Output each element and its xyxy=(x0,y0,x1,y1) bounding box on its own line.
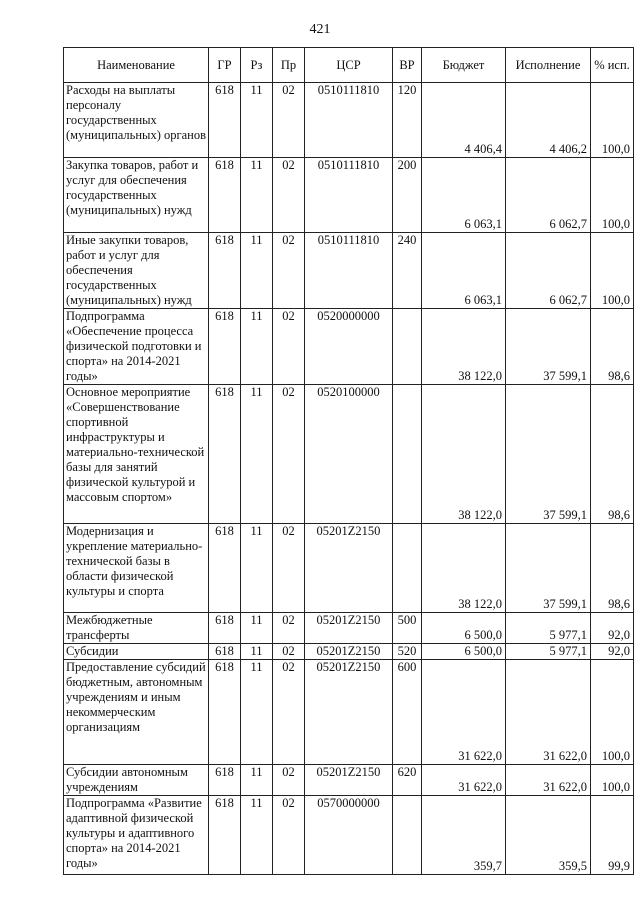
row-budget: 38 122,0 xyxy=(422,385,506,524)
row-pct: 92,0 xyxy=(591,644,634,660)
row-pct: 100,0 xyxy=(591,158,634,233)
table-row xyxy=(64,524,634,613)
row-exec: 37 599,1 xyxy=(506,309,591,385)
row-pr: 02 xyxy=(273,613,305,644)
header-row xyxy=(64,48,634,83)
row-rz: 11 xyxy=(241,83,273,158)
row-rz: 11 xyxy=(241,309,273,385)
row-name: Предоставление субсидий бюджетным, автономным учреждениям и иным некоммерческим организациям xyxy=(64,660,209,765)
table-row xyxy=(64,765,634,796)
row-gr: 618 xyxy=(209,644,241,660)
header-gr: ГР xyxy=(209,48,241,83)
row-pr: 02 xyxy=(273,765,305,796)
row-exec: 31 622,0 xyxy=(506,765,591,796)
row-pr: 02 xyxy=(273,83,305,158)
header-csr: ЦСР xyxy=(305,48,393,83)
row-pct: 98,6 xyxy=(591,385,634,524)
row-pct: 100,0 xyxy=(591,765,634,796)
page-number: 421 xyxy=(309,22,331,37)
row-vr xyxy=(393,309,422,385)
row-csr: 05201Z2150 xyxy=(305,765,393,796)
row-exec: 6 062,7 xyxy=(506,233,591,309)
row-pct: 98,6 xyxy=(591,309,634,385)
row-budget: 4 406,4 xyxy=(422,83,506,158)
row-csr: 0510111810 xyxy=(305,233,393,309)
row-exec: 5 977,1 xyxy=(506,644,591,660)
table-row xyxy=(64,613,634,644)
row-pct: 100,0 xyxy=(591,660,634,765)
table-row xyxy=(64,660,634,765)
row-name: Подпрограмма «Обеспечение процесса физической подготовки и спорта» на 2014-2021 годы» xyxy=(64,309,209,385)
row-gr: 618 xyxy=(209,309,241,385)
row-name: Межбюджетные трансферты xyxy=(64,613,209,644)
row-vr xyxy=(393,524,422,613)
row-csr: 0570000000 xyxy=(305,796,393,875)
row-exec: 37 599,1 xyxy=(506,385,591,524)
row-gr: 618 xyxy=(209,385,241,524)
row-pct: 100,0 xyxy=(591,233,634,309)
row-csr: 0510111810 xyxy=(305,158,393,233)
header-rz: Рз xyxy=(241,48,273,83)
row-name: Расходы на выплаты персоналу государственных (муниципальных) органов xyxy=(64,83,209,158)
row-gr: 618 xyxy=(209,660,241,765)
header-exec: Исполнение xyxy=(506,48,591,83)
row-name: Иные закупки товаров, работ и услуг для обеспечения государственных (муниципальных) нужд xyxy=(64,233,209,309)
table-row xyxy=(64,233,634,309)
row-budget: 6 500,0 xyxy=(422,644,506,660)
row-exec: 4 406,2 xyxy=(506,83,591,158)
row-budget: 31 622,0 xyxy=(422,660,506,765)
row-vr: 500 xyxy=(393,613,422,644)
row-pr: 02 xyxy=(273,158,305,233)
row-vr xyxy=(393,796,422,875)
row-vr: 600 xyxy=(393,660,422,765)
row-rz: 11 xyxy=(241,233,273,309)
row-rz: 11 xyxy=(241,158,273,233)
row-exec: 37 599,1 xyxy=(506,524,591,613)
row-rz: 11 xyxy=(241,524,273,613)
row-vr: 520 xyxy=(393,644,422,660)
row-rz: 11 xyxy=(241,613,273,644)
table-row xyxy=(64,796,634,875)
budget-table xyxy=(63,47,634,875)
row-pct: 98,6 xyxy=(591,524,634,613)
table-row xyxy=(64,644,634,660)
row-pr: 02 xyxy=(273,385,305,524)
row-budget: 38 122,0 xyxy=(422,524,506,613)
row-exec: 6 062,7 xyxy=(506,158,591,233)
header-name: Наименование xyxy=(64,48,209,83)
row-pr: 02 xyxy=(273,796,305,875)
row-csr: 0510111810 xyxy=(305,83,393,158)
row-pct: 92,0 xyxy=(591,613,634,644)
row-csr: 0520100000 xyxy=(305,385,393,524)
row-pr: 02 xyxy=(273,233,305,309)
row-pr: 02 xyxy=(273,644,305,660)
row-vr xyxy=(393,385,422,524)
row-gr: 618 xyxy=(209,613,241,644)
row-csr: 05201Z2150 xyxy=(305,644,393,660)
row-vr: 620 xyxy=(393,765,422,796)
row-pr: 02 xyxy=(273,309,305,385)
row-budget: 38 122,0 xyxy=(422,309,506,385)
row-exec: 5 977,1 xyxy=(506,613,591,644)
row-pct: 99,9 xyxy=(591,796,634,875)
row-csr: 0520000000 xyxy=(305,309,393,385)
header-pct: % исп. xyxy=(591,48,634,83)
row-gr: 618 xyxy=(209,83,241,158)
header-budget: Бюджет xyxy=(422,48,506,83)
row-rz: 11 xyxy=(241,385,273,524)
row-exec: 31 622,0 xyxy=(506,660,591,765)
row-name: Модернизация и укрепление материально-технической базы в области физической культуры и спорта xyxy=(64,524,209,613)
row-rz: 11 xyxy=(241,660,273,765)
row-budget: 6 063,1 xyxy=(422,233,506,309)
row-name: Закупка товаров, работ и услуг для обеспечения государственных (муниципальных) нужд xyxy=(64,158,209,233)
row-pr: 02 xyxy=(273,524,305,613)
row-exec: 359,5 xyxy=(506,796,591,875)
table-row xyxy=(64,83,634,158)
row-name: Субсидии автономным учреждениям xyxy=(64,765,209,796)
header-vr: ВР xyxy=(393,48,422,83)
row-budget: 31 622,0 xyxy=(422,765,506,796)
row-name: Субсидии xyxy=(64,644,209,660)
row-budget: 359,7 xyxy=(422,796,506,875)
row-vr: 200 xyxy=(393,158,422,233)
table-row xyxy=(64,158,634,233)
row-rz: 11 xyxy=(241,765,273,796)
row-vr: 120 xyxy=(393,83,422,158)
table-row xyxy=(64,309,634,385)
row-name: Основное мероприятие «Совершенствование спортивной инфраструктуры и материально-технической базы для занятий физической культурой и массовым спортом» xyxy=(64,385,209,524)
row-csr: 05201Z2150 xyxy=(305,660,393,765)
table-row xyxy=(64,385,634,524)
row-pct: 100,0 xyxy=(591,83,634,158)
header-pr: Пр xyxy=(273,48,305,83)
row-rz: 11 xyxy=(241,644,273,660)
row-gr: 618 xyxy=(209,765,241,796)
row-gr: 618 xyxy=(209,233,241,309)
row-budget: 6 500,0 xyxy=(422,613,506,644)
row-gr: 618 xyxy=(209,158,241,233)
row-budget: 6 063,1 xyxy=(422,158,506,233)
row-name: Подпрограмма «Развитие адаптивной физической культуры и адаптивного спорта» на 2014-2021 годы» xyxy=(64,796,209,875)
row-csr: 05201Z2150 xyxy=(305,524,393,613)
row-gr: 618 xyxy=(209,796,241,875)
row-pr: 02 xyxy=(273,660,305,765)
row-vr: 240 xyxy=(393,233,422,309)
row-csr: 05201Z2150 xyxy=(305,613,393,644)
row-gr: 618 xyxy=(209,524,241,613)
row-rz: 11 xyxy=(241,796,273,875)
